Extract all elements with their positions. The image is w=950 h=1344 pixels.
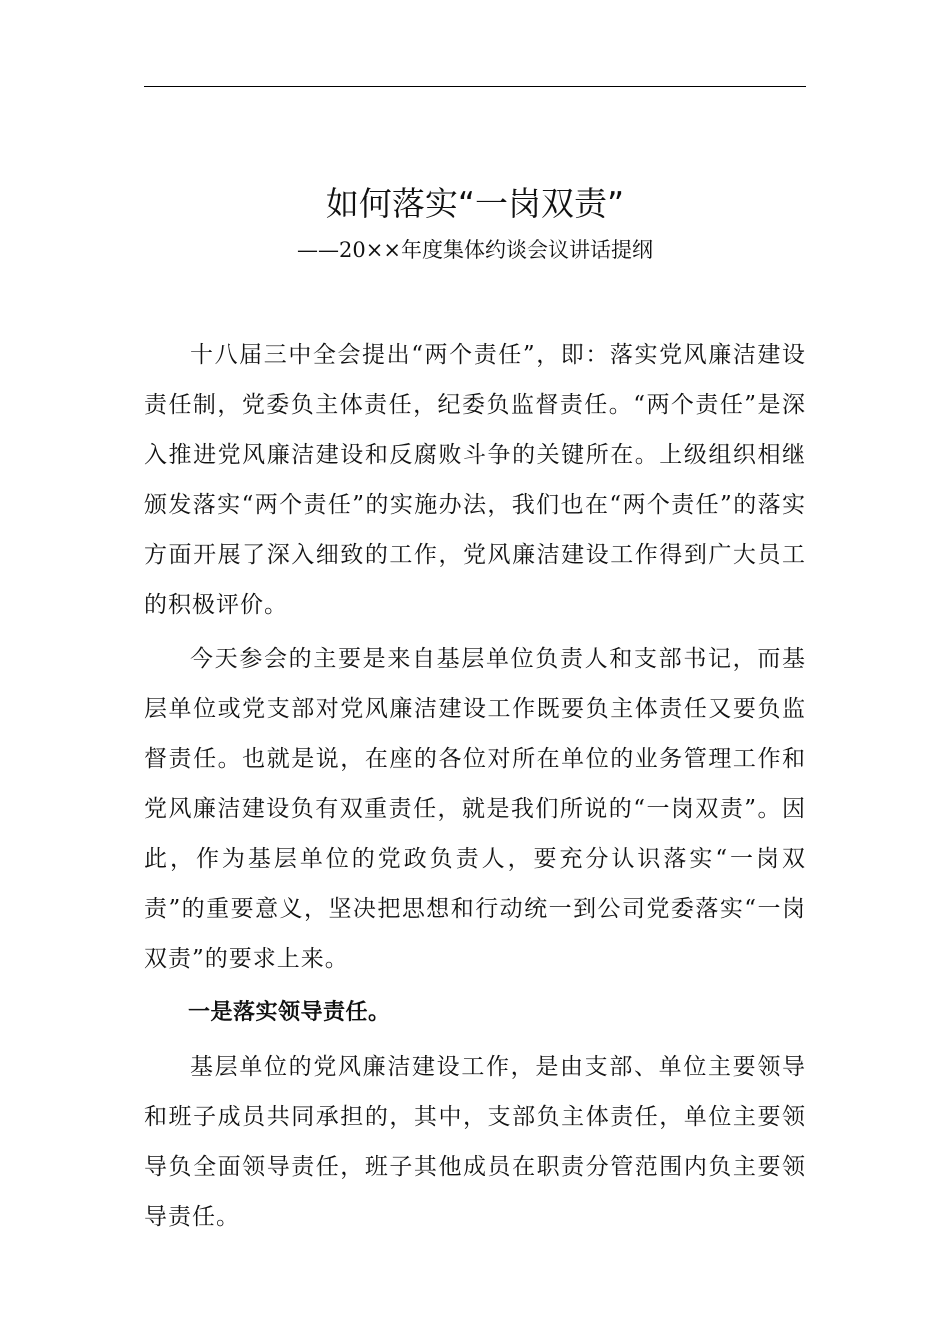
document-body xyxy=(144,330,806,1246)
document-subtitle: ——20××年度集体约谈会议讲话提纲 xyxy=(297,238,653,262)
paragraph: 基层单位的党风廉洁建设工作，是由支部、单位主要领导和班子成员共同承担的，其中，支部负主体责任，单位主要领导负全面领导责任，班子其他成员在职责分管范围内负主要领导责任。 xyxy=(144,1054,806,1230)
section-heading: 一是落实领导责任。 xyxy=(188,1000,391,1025)
document-title: 如何落实“一岗双责” xyxy=(325,184,625,223)
paragraph: 今天参会的主要是来自基层单位负责人和支部书记，而基层单位或党支部对党风廉洁建设工作既要负主体责任又要负监督责任。也就是说，在座的各位对所在单位的业务管理工作和党风廉洁建设负有双重责任，就是我们所说的“一岗双责”。因此，作为基层单位的党政负责人，要充分认识落实“一岗双责”的重要意义，坚决把思想和行动统一到公司党委落实“一岗双责”的要求上来。 xyxy=(144,646,806,972)
header-rule xyxy=(144,86,806,87)
paragraph: 十八届三中全会提出“两个责任”，即：落实党风廉洁建设责任制，党委负主体责任，纪委负监督责任。“两个责任”是深入推进党风廉洁建设和反腐败斗争的关键所在。上级组织相继颁发落实“两个责任”的实施办法，我们也在“两个责任”的落实方面开展了深入细致的工作，党风廉洁建设工作得到广大员工的积极评价。 xyxy=(144,342,806,618)
